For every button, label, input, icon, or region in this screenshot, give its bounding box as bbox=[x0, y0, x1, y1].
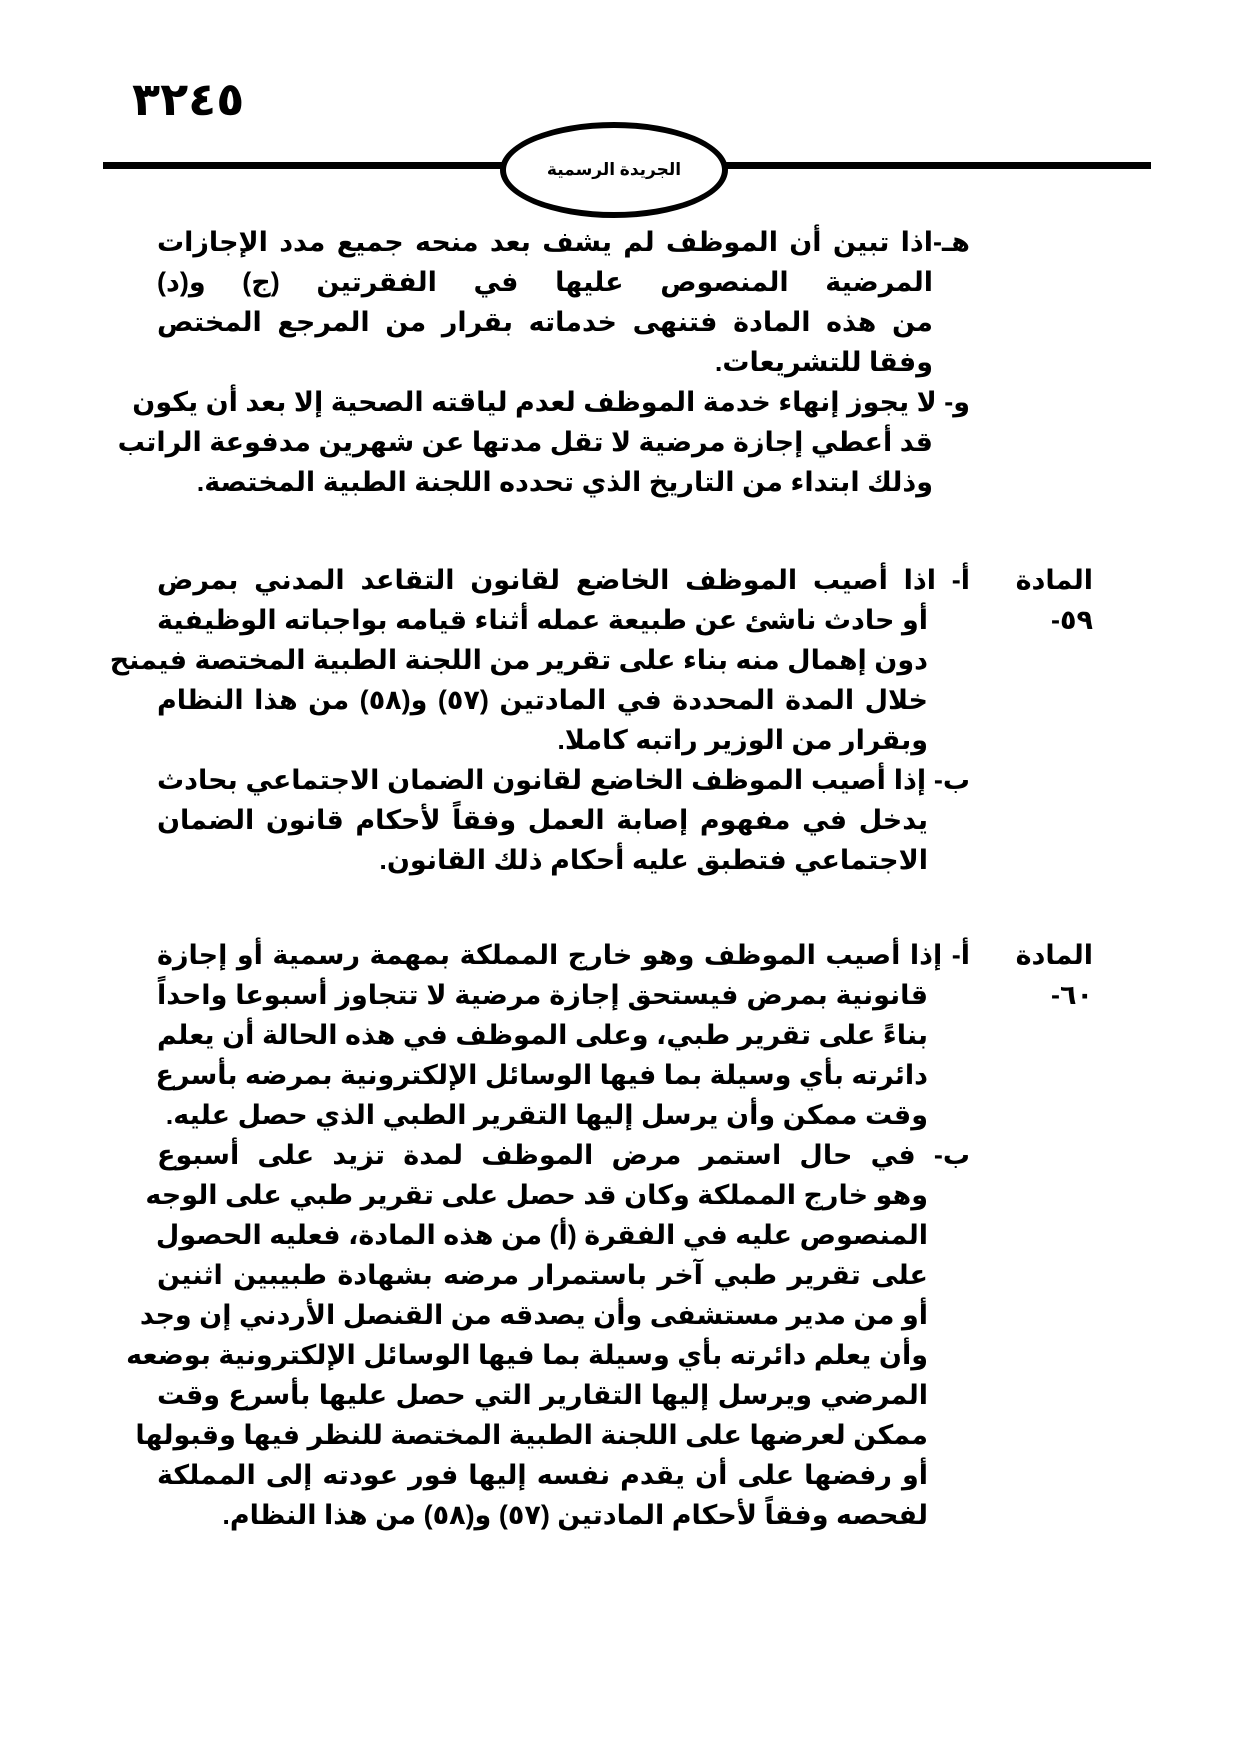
text-line: وهو خارج المملكة وكان قد حصل على تقرير طبي على الوجه bbox=[145, 1180, 928, 1210]
text-line: وفقا للتشريعات. bbox=[714, 347, 933, 377]
text-line: و- لا يجوز إنهاء خدمة الموظف لعدم لياقته الصحية إلا بعد أن يكون bbox=[132, 387, 970, 417]
text-line: وبقرار من الوزير راتبه كاملا. bbox=[557, 725, 928, 755]
section-w bbox=[132, 382, 970, 422]
text-line: ممكن لعرضها على اللجنة الطبية المختصة للنظر فيها وقبولها bbox=[135, 1420, 928, 1450]
text-line: ب- في حال استمر مرض الموظف لمدة تزيد على أسبوع bbox=[157, 1140, 970, 1170]
gazette-title-oval bbox=[500, 122, 728, 218]
text-line: وقت ممكن وأن يرسل إليها التقرير الطبي الذي حصل عليه. bbox=[165, 1100, 928, 1130]
text-line: بناءً على تقرير طبي، وعلى الموظف في هذه الحالة أن يعلم bbox=[157, 1020, 928, 1050]
text-line: لفحصه وفقاً لأحكام المادتين (٥٧) و(٥٨) من هذا النظام. bbox=[222, 1500, 928, 1530]
gazette-title: الجريدة الرسمية bbox=[546, 160, 682, 179]
text-line: المنصوص عليه في الفقرة (أ) من هذه المادة، فعليه الحصول bbox=[155, 1220, 928, 1250]
article-60-label: المادة ٦٠- bbox=[1015, 940, 1093, 1010]
text-line: الاجتماعي فتطبق عليه أحكام ذلك القانون. bbox=[379, 845, 928, 875]
article-59-para-a-first bbox=[157, 560, 970, 600]
text-line: قد أعطي إجازة مرضية لا تقل مدتها عن شهرين مدفوعة الراتب bbox=[117, 427, 933, 457]
text-line: أو حادث ناشئ عن طبيعة عمله أثناء قيامه بواجباته الوظيفية bbox=[157, 605, 928, 635]
article-60-para-b bbox=[126, 1175, 928, 1535]
text-line: أ- إذا أصيب الموظف وهو خارج المملكة بمهمة رسمية أو إجازة bbox=[157, 940, 970, 970]
article-59-label: المادة ٥٩- bbox=[1015, 565, 1093, 635]
article-60-para-a-first bbox=[157, 935, 970, 975]
article-59-para-b-first bbox=[157, 760, 970, 800]
article-59-para-b bbox=[157, 800, 928, 880]
article-60-para-b-first bbox=[157, 1135, 970, 1175]
text-line: أو رفضها على أن يقدم نفسه إليها فور عودته إلى المملكة bbox=[157, 1460, 928, 1490]
article-60-para-a bbox=[157, 975, 928, 1135]
page-number: ٣٢٤٥ bbox=[132, 73, 245, 125]
text-line: المرضي ويرسل إليها التقارير التي حصل عليها بأسرع وقت bbox=[157, 1380, 928, 1410]
article-59-para-a bbox=[109, 600, 928, 760]
text-line: وذلك ابتداء من التاريخ الذي تحدده اللجنة الطبية المختصة. bbox=[196, 467, 933, 497]
section-h bbox=[157, 222, 970, 262]
text-line: دائرته بأي وسيلة بما فيها الوسائل الإلكترونية بمرضه بأسرع bbox=[155, 1060, 928, 1090]
text-line: المرضية المنصوص عليها في الفقرتين (ج) و(د) bbox=[157, 267, 933, 297]
text-line: دون إهمال منه بناء على تقرير من اللجنة الطبية المختصة فيمنح bbox=[109, 645, 928, 675]
text-line: هـ-اذا تبين أن الموظف لم يشف بعد منحه جميع مدد الإجازات bbox=[157, 227, 970, 257]
text-line: أو من مدير مستشفى وأن يصدقه من القنصل الأردني إن وجد bbox=[139, 1300, 928, 1330]
text-line: أ- اذا أصيب الموظف الخاضع لقانون التقاعد المدني بمرض bbox=[157, 565, 970, 595]
text-line: من هذه المادة فتنهى خدماته بقرار من المرجع المختص bbox=[157, 307, 933, 337]
text-line: وأن يعلم دائرته بأي وسيلة بما فيها الوسائل الإلكترونية بوضعه bbox=[126, 1340, 928, 1370]
text-line: خلال المدة المحددة في المادتين (٥٧) و(٥٨) من هذا النظام bbox=[157, 685, 928, 715]
text-line: يدخل في مفهوم إصابة العمل وفقاً لأحكام قانون الضمان bbox=[157, 805, 928, 835]
section-h-continuation bbox=[157, 262, 933, 382]
section-w-continuation bbox=[117, 422, 933, 502]
text-line: على تقرير طبي آخر باستمرار مرضه بشهادة طبيبين اثنين bbox=[157, 1260, 928, 1290]
text-line: ب- إذا أصيب الموظف الخاضع لقانون الضمان الاجتماعي بحادث bbox=[157, 765, 970, 795]
text-line: قانونية بمرض فيستحق إجازة مرضية لا تتجاوز أسبوعا واحداً bbox=[157, 980, 928, 1010]
